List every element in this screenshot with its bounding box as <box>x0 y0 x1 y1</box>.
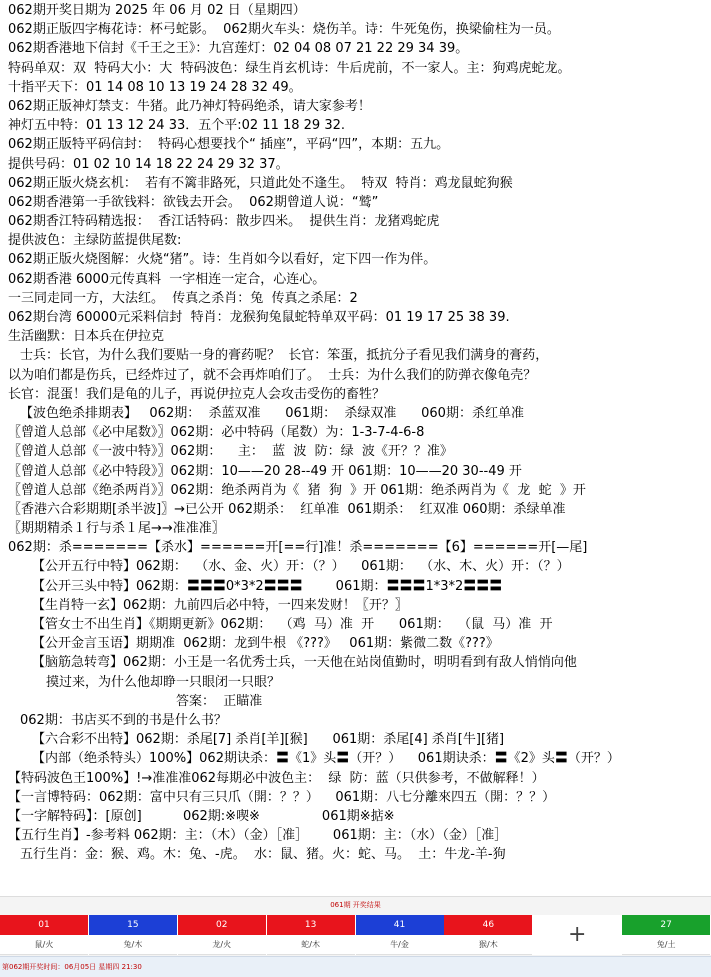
text-line: 【公开金言玉语】期期准 062期：龙到牛根 《???》 061期：紫微二数《???》 <box>32 636 499 652</box>
result-ball <box>622 915 711 955</box>
text-line: 【一言博特码：062期：富中只有三只爪（開：？？） 061期：八七分離來四五（開：？？） <box>8 789 556 805</box>
text-line: 【生肖特一玄】062期：九前四后必中特，一四来发财！〖开？〗 <box>32 597 408 613</box>
text-line: 062期香港 6000元传真料 一字相连一定合，心连心。 <box>8 271 326 287</box>
text-line: 〖香港六合彩期期[杀半波]〗→已公开 062期杀： 红单准 061期杀： 红双准 060期：杀绿单准 <box>8 501 566 517</box>
text-line: 提供号码：01 02 10 14 18 22 24 29 32 37。 <box>8 156 289 172</box>
text-line: 062期正版火烧图解：火烧“猪”。诗：生肖如今以看好，定下四一作为伴。 <box>8 252 437 268</box>
ball-number: 13 <box>267 915 355 935</box>
text-line: 【管女士不出生肖】《期期更新》062期： （鸡 马）准 开 061期： （鼠 马）准 开 <box>32 617 553 632</box>
text-line: 062期香港第一手欲钱料：欲钱去开会。 062期曾道人说：“鹫” <box>8 194 379 210</box>
text-line: 【波色绝杀排期表】 062期： 杀蓝双准 061期： 杀绿双准 060期：杀红单准 <box>20 405 524 421</box>
ball-zodiac: 猴/木 <box>444 935 532 955</box>
ball-number: 27 <box>622 915 710 935</box>
text-line: 以为咱们都是伤兵，已经炸过了，就不会再炸咱们了。 士兵：为什么我们的防弹衣像龟壳？ <box>8 367 537 383</box>
text-line: 【公开五行中特】062期： （水、金、火）开：（？） 061期： （水、木、火）开：（？） <box>32 559 570 575</box>
text-line: 062期香江特码精选报： 香江话特码：散步四米。 提供生肖：龙猪鸡蛇虎 <box>8 214 440 230</box>
text-line: 五行生肖：金：猴、鸡。木：兔、-虎。 水：鼠、猪。火：蛇、马。 土：牛龙-羊-狗 <box>20 847 506 863</box>
plus-icon: + <box>533 915 621 955</box>
text-line: 〖曾道人总部《绝杀两肖》〗062期：绝杀两肖为《 猪 狗 》开 061期：绝杀两肖为《 龙 蛇 》开 <box>8 482 586 498</box>
text-line: 【特码波色王100%】!→准准准062每期必中波色主： 绿 防：蓝（只供参考，不做解释！） <box>8 770 545 786</box>
plus-separator <box>533 915 622 955</box>
text-line: 特码单双：双 特码大小：大 特码波色：绿生肖玄机诗：牛后虎前，不一家人。主：狗鸡虎蛇龙。 <box>8 60 571 76</box>
text-line: 062期正版特平码信封： 特码心想要找个“ 插座”，平码“四”，本期：五九。 <box>8 137 450 153</box>
text-line: 062期香港地下信封《千王之王》：九宫莲灯：02 04 08 07 21 22 29 34 39。 <box>8 41 469 57</box>
text-line: 062期台湾 60000元采料信封 特肖：龙猴狗兔鼠蛇特单双平码：01 19 17 25 38 39. <box>8 310 510 325</box>
text-line: 【公开三头中特】062期：〓〓〓0*3*2〓〓〓 061期：〓〓〓1*3*2〓〓〓 <box>32 578 503 594</box>
text-line: 【内部（绝杀特头）100%】062期诀杀：〓《1》头〓（开？） 061期诀杀：〓《2》头〓（开？） <box>32 751 620 767</box>
ball-zodiac: 兔/土 <box>622 935 710 955</box>
text-line: 长官：混蛋！我们是龟的儿子，再说伊拉克人会攻击受伤的畜牲？ <box>8 386 386 402</box>
ball-zodiac: 牛/金 <box>356 935 444 955</box>
text-line: 062期正版四字梅花诗：杯弓蛇影。 062期火车头：烧伤羊。诗：牛死兔伤，换梁偷柱为一员。 <box>8 22 560 38</box>
text-line: 062期正版神灯禁支：牛猪。此乃神灯特码绝杀，请大家参考！ <box>8 98 371 114</box>
draw-result-bar <box>0 896 711 957</box>
draw-caption: 061期 开奖结果 <box>330 901 381 909</box>
text-line: 062期：书店买不到的书是什么书？ <box>20 712 227 728</box>
result-ball <box>89 915 178 955</box>
text-line: 生活幽默：日本兵在伊拉克 <box>8 329 165 345</box>
text-line: 062期：杀=======【杀水】======开[==行]准！杀=======【6】======开[—尾] <box>8 540 588 556</box>
ball-number: 41 <box>356 915 444 935</box>
ball-number: 15 <box>89 915 177 935</box>
ball-zodiac: 龙/火 <box>178 935 266 955</box>
text-line: 【脑筋急转弯】062期：小王是一名优秀士兵，一天他在站岗值勤时，明明看到有敌人悄悄向他 <box>32 655 577 671</box>
text-line: 062期正版火烧玄机： 若有不篱非路死，只道此处不逢生。 特双 特肖：鸡龙鼠蛇狗猴 <box>8 175 513 191</box>
result-ball <box>178 915 267 955</box>
text-line: 〖曾道人总部《必中尾数》〗062期：必中特码（尾数）为：1-3-7-4-6-8 <box>8 425 425 441</box>
text-line: 士兵：长官，为什么我们要贴一身的膏药呢？ 长官：笨蛋，抵抗分子看见我们满身的膏药， <box>20 348 549 364</box>
ball-zodiac: 兔/木 <box>89 935 177 955</box>
text-line: 一三同走同一方，大法红。 传真之杀肖：兔 传真之杀尾：2 <box>8 290 358 306</box>
text-line: 提供波色：主绿防蓝提供尾数: <box>8 233 182 249</box>
text-line: 【五行生肖】-参考料 062期：主：（木）（金）［准］ 061期：主：（水）（金）［准］ <box>8 828 508 844</box>
text-line: 【一字解特码】：[原创] 062期:※喫※ 061期※掂※ <box>8 808 395 824</box>
text-line: 〖曾道人总部《一波中特》〗062期： 主： 蓝 波 防：绿 波《开？？准》 <box>8 444 453 460</box>
text-line: 十指平天下：01 14 08 10 13 19 24 28 32 49。 <box>8 79 302 95</box>
text-line: 【六合彩不出特】062期：杀尾[7] 杀肖[羊][猴] 061期：杀尾[4] 杀肖[牛][猪] <box>32 732 505 748</box>
ball-zodiac: 蛇/木 <box>267 935 355 955</box>
ball-number: 46 <box>444 915 532 935</box>
text-line: 神灯五中特：01 13 12 24 33．五个平:02 11 18 29 32. <box>8 118 345 134</box>
result-ball <box>0 915 89 955</box>
text-line: 062期开奖日期为 2025 年 06 月 02 日（星期四） <box>8 3 306 18</box>
result-ball <box>356 915 445 955</box>
ball-zodiac: 鼠/火 <box>0 935 88 955</box>
draw-footer <box>0 956 711 977</box>
text-line: 答案： 正瞄准 <box>176 693 263 709</box>
result-ball <box>444 915 533 955</box>
ball-number: 01 <box>0 915 88 935</box>
text-line: 〖期期精杀１行与杀１尾→→准准准〗 <box>8 521 225 537</box>
ball-number: 02 <box>178 915 266 935</box>
next-draw-time: 第062期开奖时间：06月05日 星期四 21:30 <box>2 963 142 971</box>
text-line: 摸过来，为什么他却睁一只眼闭一只眼？ <box>46 674 281 690</box>
text-line: 〖曾道人总部《必中特段》〗062期：10——20 28--49 开 061期：10——20 30--49 开 <box>8 463 522 479</box>
result-ball <box>267 915 356 955</box>
